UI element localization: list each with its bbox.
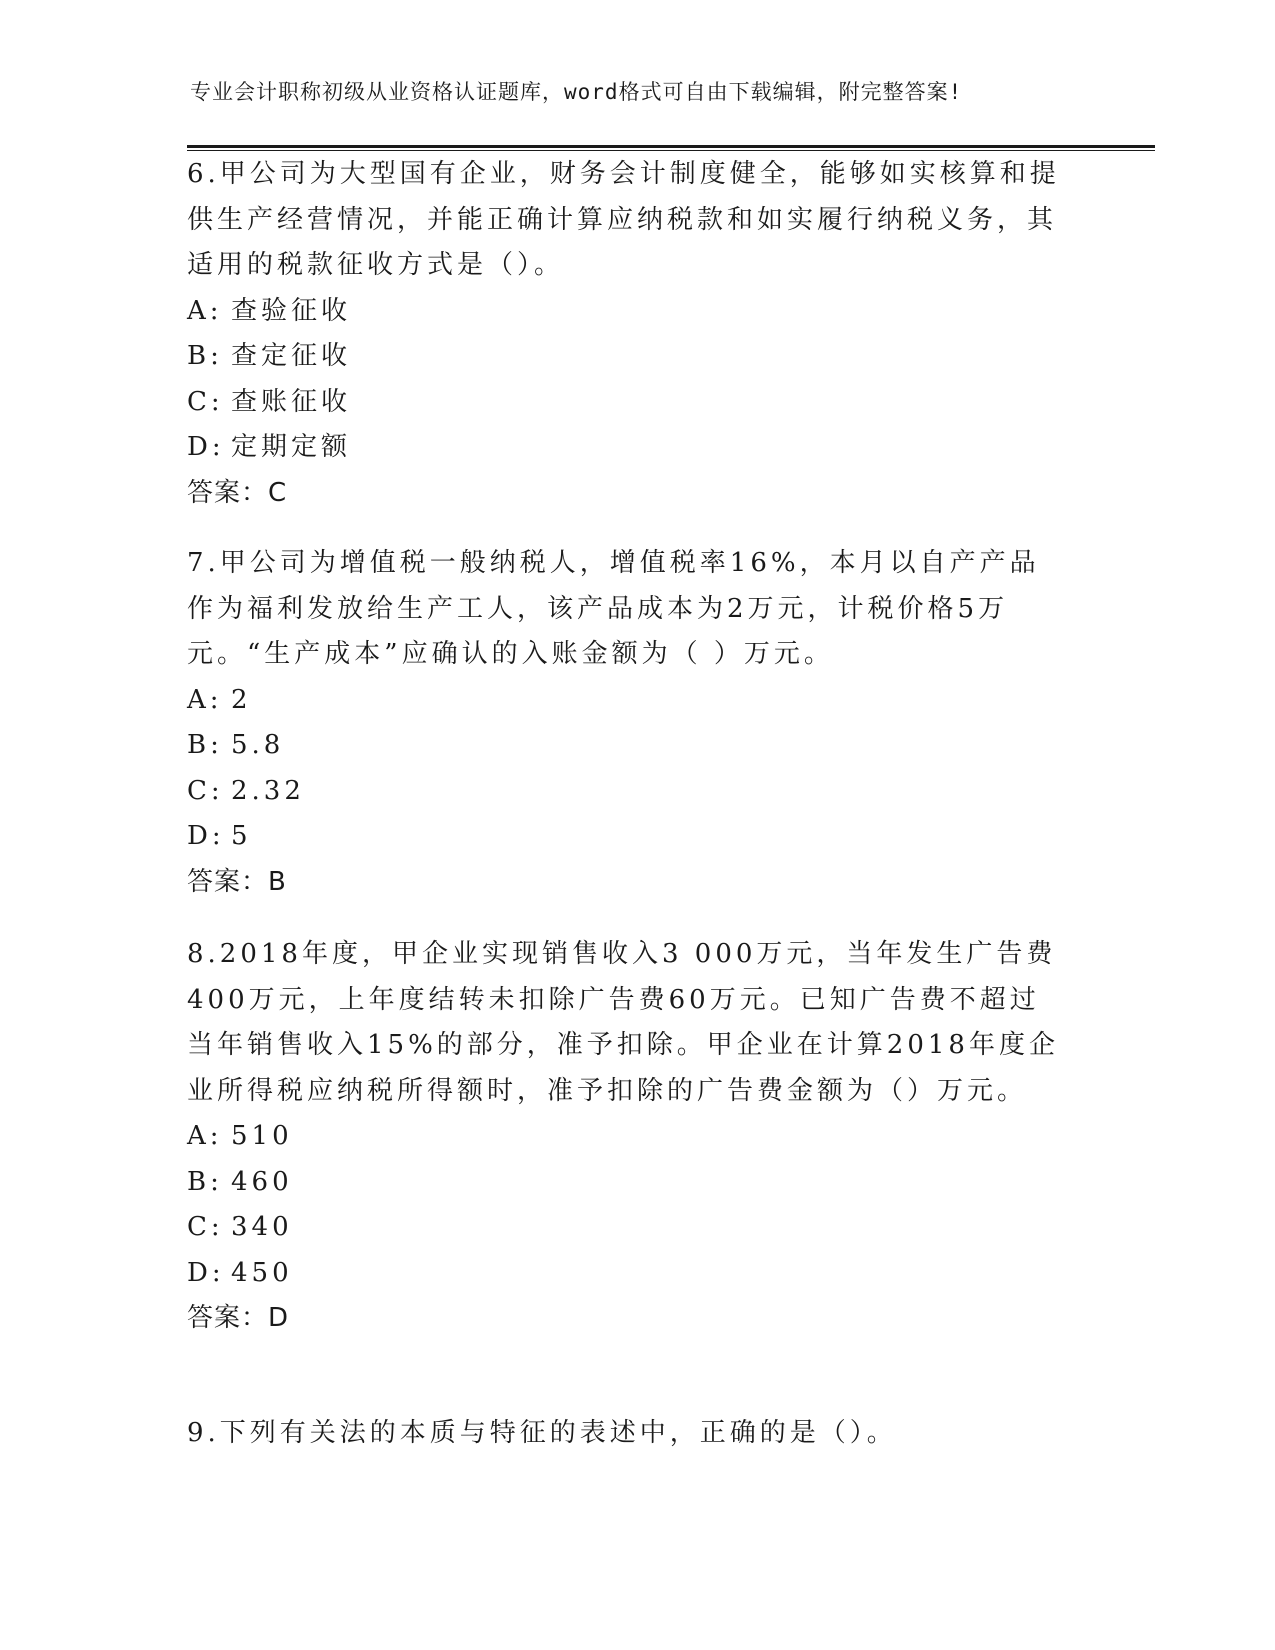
option-c bbox=[187, 769, 1087, 815]
option-text: 5.8 bbox=[231, 730, 285, 760]
option-text: 定期定额 bbox=[231, 432, 352, 462]
header-rule-thick bbox=[187, 145, 1155, 148]
question-9 bbox=[187, 1411, 1087, 1457]
option-text: 2 bbox=[231, 684, 252, 715]
option-a bbox=[187, 289, 1087, 335]
question-6 bbox=[187, 152, 1087, 516]
option-letter: A: bbox=[187, 684, 223, 715]
option-d bbox=[187, 814, 1087, 860]
option-b bbox=[187, 1160, 1087, 1206]
option-text: 460 bbox=[231, 1166, 293, 1197]
option-letter: D: bbox=[187, 432, 225, 462]
option-text: 340 bbox=[231, 1212, 293, 1242]
option-text: 查账征收 bbox=[231, 386, 352, 417]
option-letter: D: bbox=[187, 1257, 225, 1288]
question-7 bbox=[187, 541, 1087, 905]
option-b bbox=[187, 723, 1087, 769]
option-letter: A: bbox=[187, 1121, 223, 1151]
option-text: 450 bbox=[231, 1257, 293, 1288]
answer-line: 答案：B bbox=[187, 866, 287, 897]
question-8 bbox=[187, 932, 1087, 1342]
option-letter: C: bbox=[187, 386, 224, 417]
option-c bbox=[187, 380, 1087, 426]
option-d bbox=[187, 1251, 1087, 1297]
option-a bbox=[187, 1114, 1087, 1160]
answer-line: 答案：C bbox=[187, 477, 288, 508]
option-text: 5 bbox=[231, 821, 252, 851]
option-letter: D: bbox=[187, 821, 225, 851]
header-rule-thin bbox=[187, 150, 1155, 151]
option-letter: B: bbox=[187, 1166, 223, 1197]
option-d bbox=[187, 425, 1087, 471]
question-stem: 7.甲公司为增值税一般纳税人，增值税率16%，本月以自产产品作为福利发放给生产工人，该产品成本为2万元，计税价格5万元。“生产成本”应确认的入账金额为（ ）万元。 bbox=[187, 548, 1040, 669]
answer-line: 答案：D bbox=[187, 1303, 290, 1333]
question-stem: 6.甲公司为大型国有企业，财务会计制度健全，能够如实核算和提供生产经营情况，并能正确计算应纳税款和如实履行纳税义务，其适用的税款征收方式是（）。 bbox=[187, 159, 1060, 280]
option-letter: B: bbox=[187, 730, 223, 760]
option-letter: B: bbox=[187, 341, 223, 371]
option-text: 查定征收 bbox=[231, 341, 352, 371]
option-letter: C: bbox=[187, 775, 224, 806]
option-a bbox=[187, 678, 1087, 724]
option-letter: C: bbox=[187, 1212, 224, 1242]
page-header: 专业会计职称初级从业资格认证题库，word格式可自由下载编辑，附完整答案! bbox=[190, 80, 963, 104]
question-stem: 8.2018年度，甲企业实现销售收入3 000万元，当年发生广告费400万元，上年度结转未扣除广告费60万元。已知广告费不超过当年销售收入15%的部分，准予扣除。甲企业在计算2018年度企业所得税应纳税所得额时，准予扣除的广告费金额为（）万元。 bbox=[187, 939, 1059, 1106]
option-text: 510 bbox=[231, 1121, 293, 1151]
option-text: 查验征收 bbox=[231, 295, 352, 326]
question-stem: 9.下列有关法的本质与特征的表述中，正确的是（）。 bbox=[187, 1418, 897, 1448]
option-text: 2.32 bbox=[231, 775, 305, 806]
option-c bbox=[187, 1205, 1087, 1251]
option-letter: A: bbox=[187, 295, 223, 326]
option-b bbox=[187, 334, 1087, 380]
